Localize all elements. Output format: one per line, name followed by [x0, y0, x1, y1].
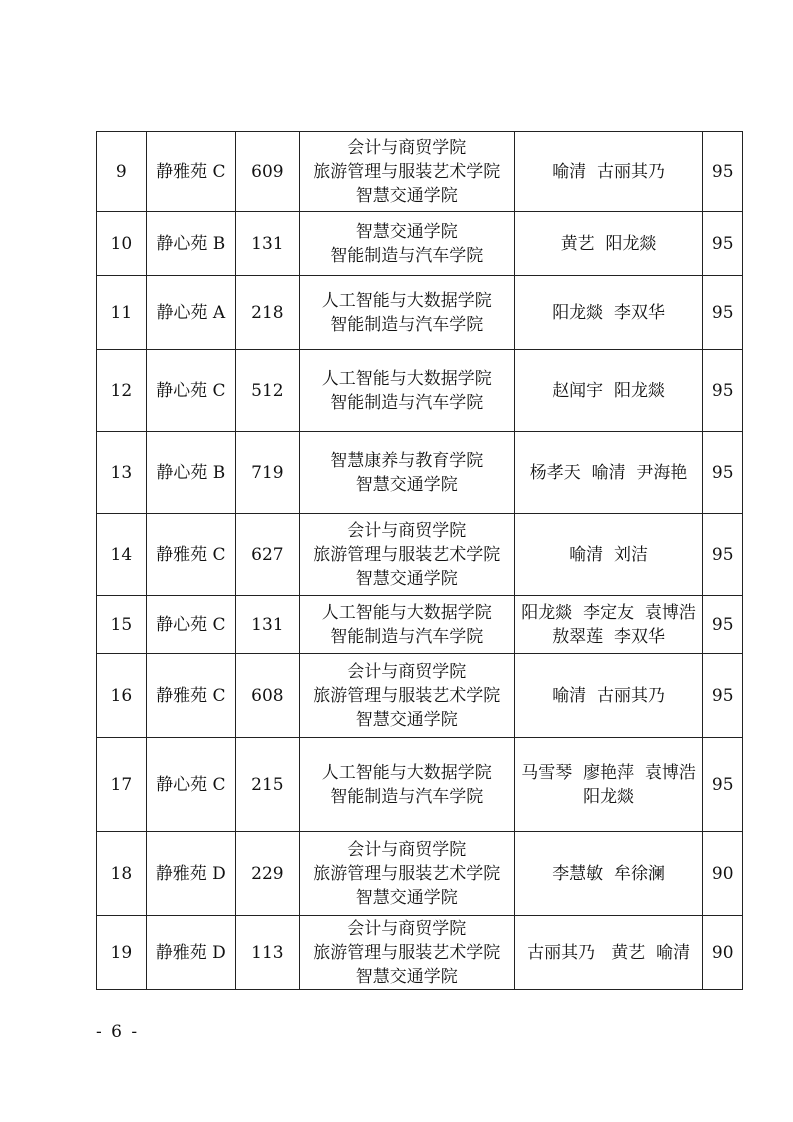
- row-number: 14: [97, 514, 147, 596]
- row-number: 11: [97, 276, 147, 350]
- college-name: 旅游管理与服装艺术学院: [313, 161, 501, 182]
- table-row: [97, 738, 743, 832]
- college-name: 智慧康养与教育学院: [330, 450, 484, 471]
- college-name: 智能制造与汽车学院: [330, 245, 484, 266]
- inspector-names: 阳龙燚 李定友 袁博浩: [521, 602, 696, 623]
- college-list: [299, 432, 514, 514]
- room-number: 113: [235, 916, 299, 990]
- row-number: 13: [97, 432, 147, 514]
- college-list: [299, 212, 514, 276]
- inspector-names: 李慧敏 牟徐澜: [552, 863, 665, 884]
- inspector-list: [514, 916, 703, 990]
- college-name: 会计与商贸学院: [347, 661, 467, 682]
- college-list: [299, 514, 514, 596]
- inspector-list: [514, 738, 703, 832]
- row-number: 12: [97, 350, 147, 432]
- college-list: [299, 654, 514, 738]
- room-number: 215: [235, 738, 299, 832]
- room-number: 131: [235, 212, 299, 276]
- room-number: 229: [235, 832, 299, 916]
- inspector-list: [514, 654, 703, 738]
- score: 90: [703, 832, 743, 916]
- college-name: 会计与商贸学院: [347, 918, 467, 939]
- inspector-names: 阳龙燚: [583, 786, 635, 807]
- inspector-names: 喻清 古丽其乃: [552, 685, 665, 706]
- score: 95: [703, 132, 743, 212]
- college-list: [299, 132, 514, 212]
- building-name: 静雅苑 D: [146, 832, 235, 916]
- score: 95: [703, 350, 743, 432]
- college-name: 智慧交通学院: [355, 474, 458, 495]
- table-row: [97, 276, 743, 350]
- inspector-names: 古丽其乃 黄艺 喻清: [527, 942, 691, 963]
- inspector-list: [514, 596, 703, 654]
- inspector-list: [514, 212, 703, 276]
- inspector-names: 赵闻宇 阳龙燚: [552, 380, 665, 401]
- college-name: 人工智能与大数据学院: [321, 762, 492, 783]
- building-name: 静心苑 A: [146, 276, 235, 350]
- score: 95: [703, 514, 743, 596]
- building-name: 静雅苑 C: [146, 654, 235, 738]
- row-number: 10: [97, 212, 147, 276]
- inspector-names: 敖翠莲 李双华: [552, 626, 665, 647]
- inspector-list: [514, 432, 703, 514]
- college-list: [299, 276, 514, 350]
- college-name: 智慧交通学院: [355, 568, 458, 589]
- inspector-names: 马雪琴 廖艳萍 袁博浩: [521, 762, 696, 783]
- inspector-names: 阳龙燚 李双华: [552, 302, 665, 323]
- college-name: 人工智能与大数据学院: [321, 368, 492, 389]
- inspector-list: [514, 276, 703, 350]
- room-number: 609: [235, 132, 299, 212]
- dormitory-score-table: [96, 131, 743, 990]
- building-name: 静心苑 B: [146, 432, 235, 514]
- college-name: 智慧交通学院: [355, 887, 458, 908]
- room-number: 512: [235, 350, 299, 432]
- inspector-names: 喻清 古丽其乃: [552, 161, 665, 182]
- inspector-names: 杨孝天 喻清 尹海艳: [529, 462, 688, 483]
- room-number: 218: [235, 276, 299, 350]
- table-row: [97, 350, 743, 432]
- score: 90: [703, 916, 743, 990]
- page-number: - 6 -: [96, 1022, 140, 1042]
- row-number: 15: [97, 596, 147, 654]
- college-name: 旅游管理与服装艺术学院: [313, 942, 501, 963]
- college-name: 会计与商贸学院: [347, 520, 467, 541]
- table-row: [97, 596, 743, 654]
- table-row: [97, 832, 743, 916]
- college-name: 智慧交通学院: [355, 185, 458, 206]
- college-name: 会计与商贸学院: [347, 839, 467, 860]
- college-name: 智慧交通学院: [355, 966, 458, 987]
- score: 95: [703, 738, 743, 832]
- inspector-list: [514, 514, 703, 596]
- college-name: 旅游管理与服装艺术学院: [313, 685, 501, 706]
- building-name: 静心苑 B: [146, 212, 235, 276]
- building-name: 静心苑 C: [146, 350, 235, 432]
- college-name: 旅游管理与服装艺术学院: [313, 863, 501, 884]
- college-list: [299, 916, 514, 990]
- college-name: 旅游管理与服装艺术学院: [313, 544, 501, 565]
- score: 95: [703, 654, 743, 738]
- inspector-list: [514, 350, 703, 432]
- college-name: 人工智能与大数据学院: [321, 290, 492, 311]
- college-name: 智慧交通学院: [355, 709, 458, 730]
- college-name: 智能制造与汽车学院: [330, 314, 484, 335]
- inspector-names: 喻清 刘洁: [569, 544, 648, 565]
- table-row: [97, 916, 743, 990]
- row-number: 9: [97, 132, 147, 212]
- table-body: [97, 132, 743, 990]
- college-name: 智慧交通学院: [355, 221, 458, 242]
- row-number: 16: [97, 654, 147, 738]
- building-name: 静心苑 C: [146, 738, 235, 832]
- college-list: [299, 832, 514, 916]
- college-name: 智能制造与汽车学院: [330, 626, 484, 647]
- inspector-names: 黄艺 阳龙燚: [560, 233, 657, 254]
- score: 95: [703, 276, 743, 350]
- room-number: 719: [235, 432, 299, 514]
- row-number: 19: [97, 916, 147, 990]
- building-name: 静雅苑 D: [146, 916, 235, 990]
- table-row: [97, 432, 743, 514]
- room-number: 608: [235, 654, 299, 738]
- score: 95: [703, 212, 743, 276]
- building-name: 静雅苑 C: [146, 514, 235, 596]
- college-list: [299, 596, 514, 654]
- building-name: 静雅苑 C: [146, 132, 235, 212]
- row-number: 18: [97, 832, 147, 916]
- building-name: 静心苑 C: [146, 596, 235, 654]
- table-row: [97, 132, 743, 212]
- score: 95: [703, 596, 743, 654]
- score: 95: [703, 432, 743, 514]
- inspector-list: [514, 832, 703, 916]
- table-row: [97, 654, 743, 738]
- college-name: 会计与商贸学院: [347, 137, 467, 158]
- row-number: 17: [97, 738, 147, 832]
- college-list: [299, 738, 514, 832]
- college-list: [299, 350, 514, 432]
- college-name: 智能制造与汽车学院: [330, 786, 484, 807]
- table-row: [97, 212, 743, 276]
- college-name: 人工智能与大数据学院: [321, 602, 492, 623]
- room-number: 131: [235, 596, 299, 654]
- table-row: [97, 514, 743, 596]
- college-name: 智能制造与汽车学院: [330, 392, 484, 413]
- room-number: 627: [235, 514, 299, 596]
- inspector-list: [514, 132, 703, 212]
